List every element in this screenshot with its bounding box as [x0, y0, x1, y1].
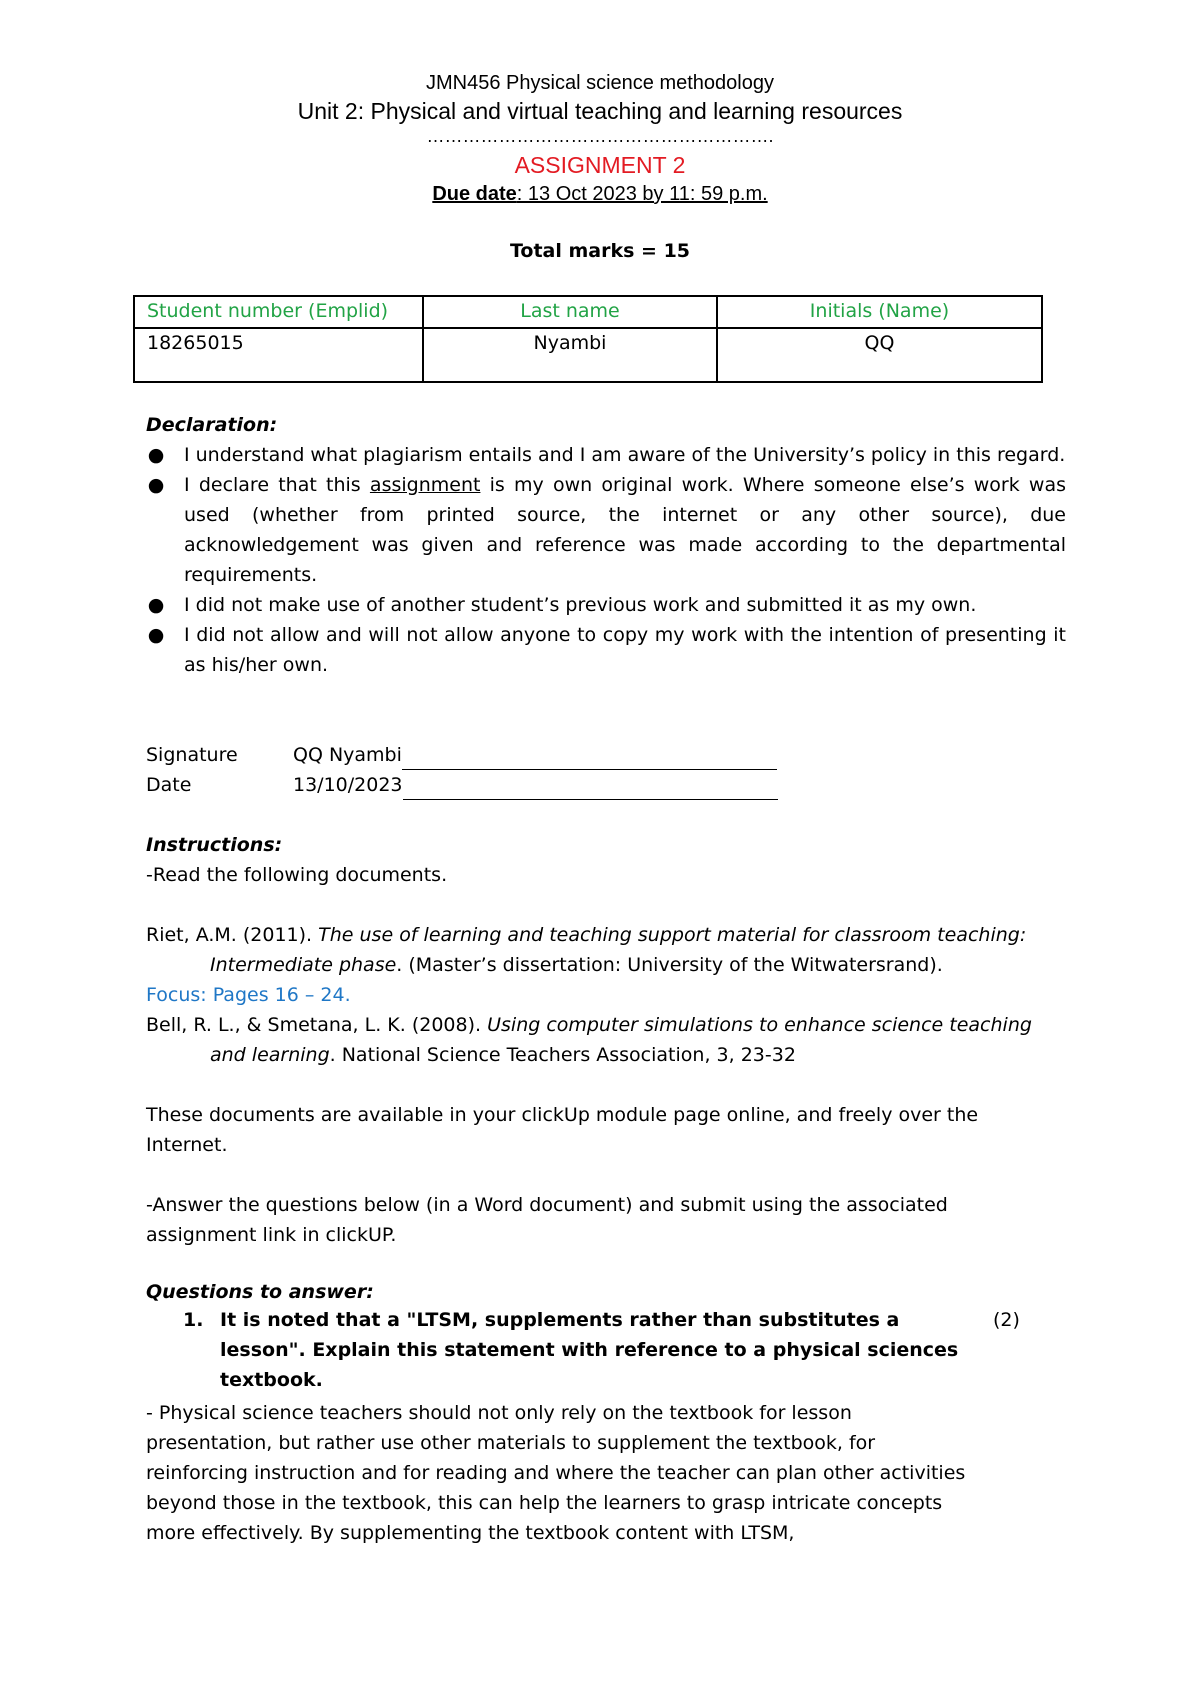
- answer-instruction: -Answer the questions below (in a Word document) and submit using the associated assignment link in clickUP.: [146, 1194, 948, 1246]
- course-title: JMN456 Physical science methodology: [426, 72, 774, 94]
- total-marks: Total marks = 15: [509, 240, 691, 262]
- bullet-icon: ●: [147, 444, 165, 466]
- declaration-list: [146, 440, 1066, 680]
- date-row: [146, 770, 778, 800]
- date-label: Date: [146, 774, 192, 796]
- due-date: [0, 183, 1200, 206]
- unit-title: Unit 2: Physical and virtual teaching and learning resources: [297, 98, 903, 124]
- list-item: ● I did not allow and will not allow anyone to copy my work with the intention of presenting it as his/her own.: [146, 620, 1066, 680]
- declaration-heading: Declaration:: [146, 414, 278, 436]
- reference-bell: Bell, R. L., & Smetana, L. K. (2008). Using computer simulations to enhance science teaching and learning. National Science Teachers Association, 3, 23-32: [146, 1014, 1032, 1066]
- bullet-icon: ●: [147, 474, 165, 496]
- signature-label: Signature: [146, 744, 238, 766]
- cell-student-number: 18265015: [134, 328, 423, 382]
- availability-note: These documents are available in your clickUp module page online, and freely over the Internet.: [146, 1104, 979, 1156]
- questions-heading: Questions to answer:: [146, 1281, 374, 1303]
- table-row: [134, 328, 1042, 382]
- signature-value: QQ Nyambi: [293, 744, 402, 766]
- instructions-heading: Instructions:: [146, 834, 283, 856]
- separator-line: ………………………………………………….: [426, 126, 774, 146]
- question-number: 1.: [183, 1309, 204, 1331]
- header-last-name: Last name: [423, 296, 717, 328]
- list-item: ● I did not make use of another student’s previous work and submitted it as my own.: [146, 590, 1066, 620]
- date-underline: [403, 777, 778, 800]
- header-initials: Initials (Name): [717, 296, 1042, 328]
- list-item: ● I understand what plagiarism entails and I am aware of the University’s policy in this regard.: [146, 440, 1066, 470]
- assignment-title: ASSIGNMENT 2: [514, 152, 686, 178]
- focus-pages: Focus: Pages 16 – 24.: [146, 984, 351, 1006]
- signature-row: [146, 740, 777, 770]
- cell-last-name: Nyambi: [423, 328, 717, 382]
- signature-underline: [402, 747, 777, 770]
- due-date-value: : 13 Oct 2023 by 11: 59 p.m.: [516, 183, 768, 205]
- reference-riet: Riet, A.M. (2011). The use of learning and teaching support material for classroom teaching: Intermediate phase. (Master’s dissertation: University of the Witwatersrand).: [146, 924, 1027, 976]
- list-item: ● I declare that this assignment is my own original work. Where someone else’s work was used (whether from printed source, the internet or any other source), due acknowledgement was given and reference was made according to the departmental requirements.: [146, 470, 1066, 590]
- student-info-table: [133, 295, 1043, 383]
- due-date-label: Due date: [432, 183, 517, 205]
- question-text: It is noted that a "LTSM, supplements rather than substitutes a lesson". Explain this statement with reference to a physical sciences textbook.: [220, 1309, 959, 1391]
- cell-initials: QQ: [717, 328, 1042, 382]
- bullet-icon: ●: [147, 594, 165, 616]
- bullet-icon: ●: [147, 624, 165, 646]
- answer-text: - Physical science teachers should not only rely on the textbook for lesson presentation, but rather use other materials to supplement the textbook, for reinforcing instruction and for reading and where the teacher can plan other activities beyond those in the textbook, this can help the learners to grasp intricate concepts more effectively. By supplementing the textbook content with LTSM,: [146, 1402, 966, 1544]
- question-marks: (2): [993, 1309, 1020, 1331]
- read-instruction: -Read the following documents.: [146, 864, 448, 886]
- date-value: 13/10/2023: [293, 774, 403, 796]
- header-student-number: Student number (Emplid): [134, 296, 423, 328]
- table-header-row: [134, 296, 1042, 328]
